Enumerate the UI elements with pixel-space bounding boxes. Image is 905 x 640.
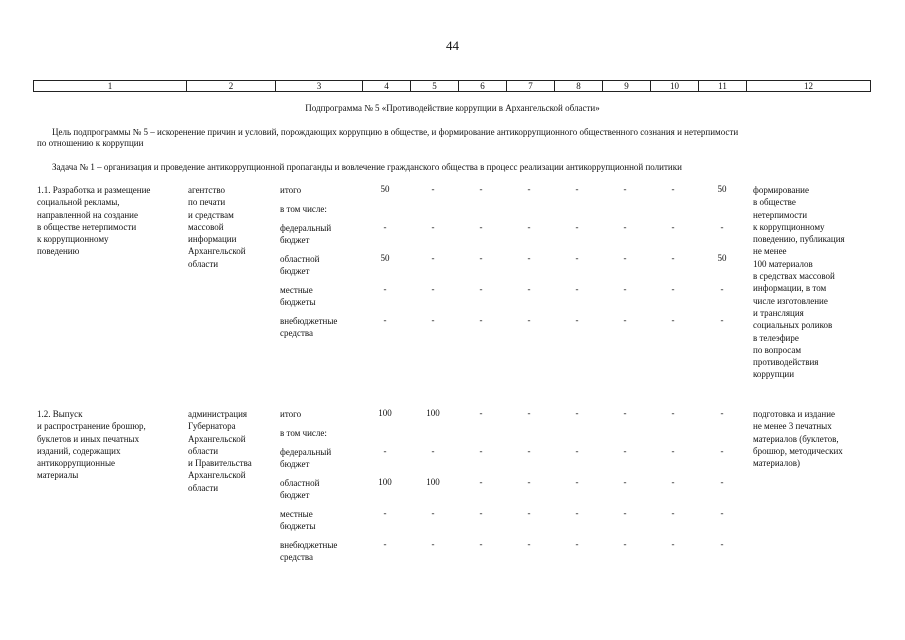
subprogram-title: Подпрограмма № 5 «Противодействие коррупции в Архангельской области»: [305, 103, 600, 113]
funding-value: -: [671, 446, 675, 456]
executor-line: и Правительства: [188, 458, 252, 469]
header-col-11: 11: [699, 81, 747, 92]
header-col-3: 3: [276, 81, 363, 92]
expected-result-line: брошюр, методических: [753, 445, 843, 456]
funding-value: -: [527, 446, 531, 456]
goal-line-1: Цель подпрограммы № 5 – искоренение причин и условий, порождающих коррупцию в обществе, и формирование антикоррупционного общественного сознания и нетерпимости: [52, 127, 739, 137]
executor-line: Архангельской: [188, 470, 246, 481]
header-col-4: 4: [363, 81, 411, 92]
funding-source-line: внебюджетные: [280, 316, 338, 326]
goal-line-2: по отношению к коррупции: [37, 138, 144, 148]
funding-value: -: [431, 539, 435, 549]
funding-value: -: [527, 408, 531, 418]
funding-value: -: [720, 508, 724, 518]
funding-value: 100: [378, 408, 392, 418]
activity-name-line: буклетов и иных печатных: [37, 433, 140, 444]
funding-value: -: [383, 222, 387, 232]
funding-value: -: [623, 446, 627, 456]
funding-source: [280, 446, 331, 471]
executor-line: области: [188, 482, 219, 493]
funding-value: -: [623, 253, 627, 263]
funding-value: -: [671, 184, 675, 194]
funding-source: [280, 184, 301, 196]
expected-result-line: в телеэфире: [753, 332, 799, 343]
funding-value: -: [431, 184, 435, 194]
funding-value: -: [431, 284, 435, 294]
activity-name: [37, 408, 146, 482]
header-col-1: 1: [34, 81, 187, 92]
funding-source: [280, 315, 337, 340]
funding-value: -: [720, 284, 724, 294]
activity-name-line: 1.1. Разработка и размещение: [37, 185, 151, 195]
funding-source-line: бюджет: [280, 235, 310, 246]
expected-result-line: нетерпимости: [753, 209, 808, 220]
expected-result-line: коррупции: [753, 369, 795, 380]
expected-result: [753, 408, 843, 469]
funding-value: -: [383, 284, 387, 294]
funding-value: -: [623, 315, 627, 325]
funding-source-line: местные: [280, 509, 313, 519]
funding-value: -: [479, 539, 483, 549]
funding-value: -: [383, 539, 387, 549]
funding-source-line: местные: [280, 285, 313, 295]
funding-source-line: в том числе:: [280, 204, 327, 214]
activity-name-line: в обществе нетерпимости: [37, 221, 137, 232]
funding-value: -: [623, 508, 627, 518]
funding-source-line: областной: [280, 478, 320, 488]
funding-source-line: внебюджетные: [280, 540, 338, 550]
funding-value: -: [671, 315, 675, 325]
funding-source-line: федеральный: [280, 447, 332, 457]
funding-value: -: [479, 508, 483, 518]
activity-name-line: материалы: [37, 470, 79, 481]
funding-source: [280, 203, 327, 215]
activity-name-line: и распространение брошюр,: [37, 421, 146, 432]
executor: [188, 184, 246, 270]
funding-value: -: [431, 253, 435, 263]
funding-value: -: [479, 284, 483, 294]
page-number: 44: [446, 38, 459, 53]
header-col-9: 9: [603, 81, 651, 92]
executor-line: информации: [188, 234, 237, 245]
funding-source: [280, 284, 316, 309]
expected-result-line: материалов): [753, 458, 800, 469]
funding-value: -: [720, 315, 724, 325]
funding-source: [280, 253, 319, 278]
expected-result-line: в обществе: [753, 197, 796, 208]
funding-value: -: [623, 284, 627, 294]
activity-name-line: поведению: [37, 246, 80, 257]
expected-result-line: не менее: [753, 246, 787, 257]
funding-value: -: [575, 408, 579, 418]
funding-value: -: [527, 184, 531, 194]
funding-value: -: [527, 253, 531, 263]
funding-value: -: [623, 408, 627, 418]
funding-value: -: [671, 539, 675, 549]
funding-value: -: [431, 222, 435, 232]
funding-source: [280, 427, 327, 439]
funding-value: -: [720, 222, 724, 232]
funding-value: -: [575, 508, 579, 518]
funding-source-line: итого: [280, 185, 302, 195]
expected-result: [753, 184, 845, 381]
funding-source-line: средства: [280, 328, 314, 339]
expected-result-line: не менее 3 печатных: [753, 421, 832, 432]
expected-result-line: по вопросам: [753, 344, 802, 355]
funding-value: 100: [426, 408, 440, 418]
funding-source: [280, 408, 301, 420]
funding-source-line: бюджеты: [280, 297, 316, 308]
funding-source-line: средства: [280, 552, 314, 563]
executor-line: по печати: [188, 197, 226, 208]
funding-source-line: федеральный: [280, 223, 332, 233]
executor-line: агентство: [188, 185, 226, 195]
header-col-12: 12: [747, 81, 871, 92]
funding-value: -: [720, 477, 724, 487]
funding-value: -: [479, 184, 483, 194]
funding-value: -: [575, 446, 579, 456]
funding-value: -: [671, 222, 675, 232]
header-col-7: 7: [507, 81, 555, 92]
funding-value: -: [720, 539, 724, 549]
funding-value: -: [575, 184, 579, 194]
funding-value: -: [431, 446, 435, 456]
funding-value: -: [575, 539, 579, 549]
funding-source-line: бюджеты: [280, 521, 316, 532]
funding-value: -: [575, 477, 579, 487]
activity-name-line: изданий, содержащих: [37, 445, 121, 456]
funding-value: -: [527, 222, 531, 232]
funding-source-line: в том числе:: [280, 428, 327, 438]
funding-value: -: [479, 477, 483, 487]
funding-value: -: [431, 508, 435, 518]
funding-value: -: [479, 446, 483, 456]
activity-name-line: к коррупционному: [37, 234, 109, 245]
executor-line: области: [188, 445, 219, 456]
funding-value: 100: [426, 477, 440, 487]
funding-source-line: бюджет: [280, 266, 310, 277]
header-col-5: 5: [411, 81, 459, 92]
funding-value: 50: [380, 253, 390, 263]
executor-line: и средствам: [188, 209, 234, 220]
funding-value: -: [527, 284, 531, 294]
funding-value: -: [623, 222, 627, 232]
funding-value: -: [527, 539, 531, 549]
funding-value: -: [671, 477, 675, 487]
funding-value: 50: [717, 253, 727, 263]
column-number-header: [33, 80, 871, 92]
funding-source: [280, 477, 319, 502]
expected-result-line: противодействия: [753, 357, 819, 368]
funding-value: -: [527, 477, 531, 487]
funding-value: 50: [380, 184, 390, 194]
funding-source-line: итого: [280, 409, 302, 419]
expected-result-line: социальных роликов: [753, 320, 833, 331]
executor: [188, 408, 252, 494]
expected-result-line: формирование: [753, 185, 809, 195]
funding-value: -: [383, 315, 387, 325]
task-heading: Задача № 1 – организация и проведение антикоррупционной пропаганды и вовлечение гражданского общества в процесс реализации антикоррупционной политики: [52, 162, 682, 172]
executor-line: Архангельской: [188, 433, 246, 444]
expected-result-line: информации, в том: [753, 283, 827, 294]
expected-result-line: и трансляция: [753, 307, 804, 318]
funding-value: -: [720, 408, 724, 418]
funding-value: -: [671, 284, 675, 294]
funding-source: [280, 539, 337, 564]
funding-value: -: [623, 477, 627, 487]
header-col-10: 10: [651, 81, 699, 92]
expected-result-line: к коррупционному: [753, 221, 825, 232]
funding-value: -: [431, 315, 435, 325]
executor-line: Архангельской: [188, 246, 246, 257]
funding-source-line: бюджет: [280, 459, 310, 470]
expected-result-line: поведению, публикация: [753, 234, 845, 245]
expected-result-line: числе изготовление: [753, 295, 828, 306]
header-col-8: 8: [555, 81, 603, 92]
funding-value: -: [527, 508, 531, 518]
funding-value: -: [575, 284, 579, 294]
funding-source-line: областной: [280, 254, 320, 264]
funding-value: -: [623, 184, 627, 194]
funding-value: -: [527, 315, 531, 325]
funding-value: -: [383, 446, 387, 456]
executor-line: Губернатора: [188, 421, 236, 432]
funding-value: -: [575, 315, 579, 325]
funding-source-line: бюджет: [280, 490, 310, 501]
activity-name: [37, 184, 150, 258]
expected-result-line: 100 материалов: [753, 258, 813, 269]
funding-value: -: [479, 315, 483, 325]
executor-line: администрация: [188, 409, 248, 419]
executor-line: массовой: [188, 221, 224, 232]
funding-value: -: [720, 446, 724, 456]
funding-value: -: [623, 539, 627, 549]
expected-result-line: подготовка и издание: [753, 409, 836, 419]
activity-name-line: социальной рекламы,: [37, 197, 120, 208]
expected-result-line: в средствах массовой: [753, 271, 835, 282]
activity-name-line: антикоррупционные: [37, 458, 115, 469]
expected-result-line: материалов (буклетов,: [753, 433, 839, 444]
funding-value: -: [575, 222, 579, 232]
funding-value: -: [575, 253, 579, 263]
funding-value: -: [479, 408, 483, 418]
activity-name-line: 1.2. Выпуск: [37, 409, 83, 419]
funding-source: [280, 222, 331, 247]
funding-value: 50: [717, 184, 727, 194]
header-col-2: 2: [187, 81, 276, 92]
funding-value: 100: [378, 477, 392, 487]
funding-value: -: [671, 253, 675, 263]
activity-name-line: направленной на создание: [37, 209, 138, 220]
executor-line: области: [188, 258, 219, 269]
header-col-6: 6: [459, 81, 507, 92]
funding-value: -: [671, 508, 675, 518]
funding-value: -: [479, 222, 483, 232]
funding-source: [280, 508, 316, 533]
funding-value: -: [671, 408, 675, 418]
funding-value: -: [479, 253, 483, 263]
funding-value: -: [383, 508, 387, 518]
